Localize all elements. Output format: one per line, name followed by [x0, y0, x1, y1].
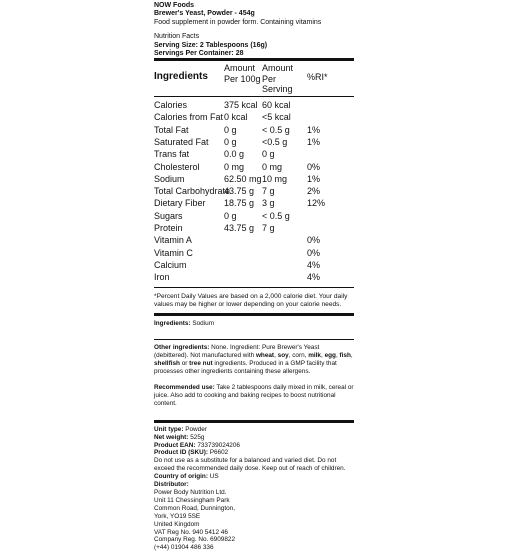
percent-ri	[307, 222, 347, 234]
origin-label: Country of origin:	[154, 473, 208, 481]
amount-per-serving: 7 g	[262, 223, 275, 234]
amount-per-serving: 7 g	[262, 186, 275, 197]
other-ingredients-part: ingredients. Produced in a GMP facility that processes other ingredients containing these allergens.	[154, 360, 337, 376]
col-per-100g: Amount Per 100g	[224, 63, 261, 84]
allergen-soy: soy	[277, 352, 289, 360]
amount-per-100g: 43.75 g	[224, 186, 255, 197]
product-sku	[154, 449, 354, 457]
serving-size: Serving Size: 2 Tablespoons (16g)	[154, 41, 268, 49]
nutrient-name: Calories from Fat	[154, 112, 224, 123]
amount-per-serving	[262, 271, 307, 283]
percent-ri: 1%	[307, 136, 321, 147]
amount-per-serving: < 0.5 g	[262, 124, 290, 135]
amount-per-serving: < 0.5 g	[262, 210, 290, 221]
allergen-egg: egg	[324, 352, 336, 360]
nutrient-name: Trans fat	[154, 149, 190, 160]
ingredients-label: Ingredients:	[154, 319, 191, 327]
net-weight	[154, 434, 354, 442]
unit-type-label: Unit type:	[154, 425, 184, 433]
table-header	[154, 61, 354, 96]
product-info-section	[154, 423, 354, 552]
allergen-tree-nut: tree nut	[189, 360, 213, 368]
col-per-serving: Amount Per Serving	[262, 63, 294, 94]
amount-per-100g: 0.0 g	[224, 149, 245, 160]
other-ingredients-part: ,	[335, 352, 340, 360]
distributor-label: Distributor:	[154, 481, 189, 489]
amount-per-100g: 62.50 mg	[224, 173, 262, 184]
allergen-fish: fish	[339, 352, 351, 360]
amount-per-100g: 18.75 g	[224, 198, 255, 209]
nutrient-name: Cholesterol	[154, 161, 200, 172]
amount-per-serving	[262, 234, 307, 246]
nutrient-row	[154, 111, 354, 123]
nutrient-name: Sodium	[154, 173, 185, 184]
percent-ri: 12%	[307, 198, 326, 209]
unit-type	[154, 426, 354, 434]
nutrient-row	[154, 247, 354, 259]
nutrient-name: Total Fat	[154, 124, 189, 135]
product-description: Food supplement in powder form. Containing vitamins	[154, 18, 322, 26]
ingredients-text: Sodium	[190, 319, 215, 327]
recommended-use	[154, 384, 354, 408]
ingredients-line	[154, 320, 354, 328]
sku-label: Product ID (SKU):	[154, 449, 208, 457]
distributor-line: Power Body Nutrition Ltd.	[154, 489, 227, 496]
nutrient-name: Saturated Fat	[154, 136, 209, 147]
percent-ri	[307, 99, 347, 111]
col-ingredients: Ingredients	[154, 71, 208, 83]
country-of-origin	[154, 473, 354, 481]
percent-ri: 4%	[307, 259, 321, 270]
ingredients-section	[154, 316, 354, 340]
other-ingredients-part: ,	[274, 352, 278, 360]
amount-per-serving	[262, 247, 307, 259]
nutrient-row	[154, 173, 354, 185]
nutrient-rows	[154, 97, 354, 283]
percent-ri: 4%	[307, 272, 321, 283]
distributor-line: York, YO19 5SE	[154, 512, 201, 520]
nutrient-row	[154, 136, 354, 148]
percent-ri: 2%	[307, 186, 321, 197]
distributor-line: Common Road, Dunnington,	[154, 504, 235, 512]
nutrient-row	[154, 161, 354, 173]
percent-ri: 0%	[307, 235, 321, 246]
amount-per-serving: 10 mg	[262, 173, 288, 184]
net-weight-label: Net weight:	[154, 433, 189, 441]
distributor-line: United Kingdom	[154, 520, 200, 528]
distributor-line: VAT Reg No. 940 5412 46	[154, 528, 228, 536]
nutrient-row	[154, 222, 354, 234]
percent-ri: 0%	[307, 161, 321, 172]
amount-per-100g	[224, 271, 262, 283]
product-name: Brewer's Yeast, Powder - 454g	[154, 10, 255, 18]
nutrient-row	[154, 124, 354, 136]
nutrient-name: Iron	[154, 272, 170, 283]
amount-per-serving	[262, 259, 307, 271]
ean-value: 733739024206	[195, 441, 240, 449]
recommended-use-text: Take 2 tablespoons daily mixed in milk, cereal or juice. Also add to cooking and baking recipes to boost nutritional content.	[154, 384, 354, 407]
other-ingredients-part: , corn,	[288, 352, 309, 360]
sku-value: P6602	[207, 449, 229, 457]
amount-per-100g: 375 kcal	[224, 100, 258, 111]
amount-per-100g: 0 g	[224, 136, 237, 147]
other-ingredients-part: or	[179, 360, 190, 368]
other-ingredients-label: Other ingredients:	[154, 344, 210, 352]
net-weight-value: 525g	[188, 433, 205, 441]
col-ri: %RI*	[307, 72, 328, 83]
amount-per-100g: 0 g	[224, 210, 237, 221]
distributor-line: Company Reg. No. 6909822	[154, 536, 236, 544]
percent-ri	[307, 148, 347, 160]
allergen-shellfish: shellfish	[154, 360, 180, 368]
nutrition-label	[154, 2, 354, 552]
nutrient-name: Protein	[154, 223, 183, 234]
amount-per-100g	[224, 234, 262, 246]
amount-per-100g: 0 kcal	[224, 112, 248, 123]
percent-ri: 1%	[307, 173, 321, 184]
allergen-wheat: wheat	[255, 352, 275, 360]
amount-per-serving: 60 kcal	[262, 100, 291, 111]
amount-per-100g: 0 mg	[224, 161, 245, 172]
daily-value-footnote: *Percent Daily Values are based on a 2,000 calorie diet. Your daily values may be higher or lower depending on your calorie needs.	[154, 292, 348, 308]
amount-per-100g: 0 g	[224, 124, 237, 135]
amount-per-100g: 43.75 g	[224, 223, 255, 234]
other-ingredients-part: ,	[350, 352, 353, 360]
nutrient-name: Calories	[154, 100, 188, 111]
distributor-line: Unit 11 Chessingham Park	[154, 496, 230, 504]
nutrient-name: Vitamin C	[154, 247, 193, 258]
nutrient-row	[154, 259, 354, 271]
nutrient-row	[154, 234, 354, 246]
servings-per-container: Servings Per Container: 28	[154, 50, 244, 58]
facts-title: Nutrition Facts	[154, 33, 200, 41]
nutrient-name: Total Carbohydrate	[154, 186, 231, 197]
amount-per-serving: <5 kcal	[262, 112, 291, 123]
other-ingredients-text	[154, 344, 354, 376]
label-header	[154, 2, 354, 58]
brand-name: NOW Foods	[154, 2, 195, 9]
recommended-use-label: Recommended use:	[154, 384, 215, 392]
other-ingredients-part: ,	[321, 352, 325, 360]
nutrient-name: Dietary Fiber	[154, 198, 206, 209]
nutrient-name: Calcium	[154, 259, 187, 270]
amount-per-100g	[224, 259, 262, 271]
product-ean	[154, 442, 354, 450]
origin-value: US	[207, 473, 219, 481]
percent-ri	[307, 210, 347, 222]
nutrient-name: Vitamin A	[154, 235, 192, 246]
percent-ri: 1%	[307, 124, 321, 135]
allergen-milk: milk	[308, 352, 321, 360]
amount-per-100g	[224, 247, 262, 259]
nutrient-row	[154, 185, 354, 197]
unit-type-value: Powder	[183, 425, 207, 433]
distributor-line: (+44) 01904 486 336	[154, 544, 214, 552]
nutrient-row	[154, 197, 354, 209]
amount-per-serving: 0 g	[262, 149, 275, 160]
usage-warning: Do not use as a substitute for a balanced and varied diet. Do not exceed the recommended daily dose. Keep out of reach of children.	[154, 457, 346, 473]
distributor-address	[154, 489, 354, 552]
amount-per-serving: 3 g	[262, 198, 275, 209]
other-ingredients-part: None. Ingredient: Pure Brewer's Yeast (debittered). Not manufactured with	[154, 344, 320, 360]
percent-ri: 0%	[307, 247, 321, 258]
ean-label: Product EAN:	[154, 441, 196, 449]
nutrient-name: Sugars	[154, 210, 183, 221]
amount-per-serving: <0.5 g	[262, 136, 288, 147]
percent-ri	[307, 111, 347, 123]
nutrient-row	[154, 271, 354, 283]
other-ingredients-section	[154, 340, 354, 419]
amount-per-serving: 0 mg	[262, 161, 283, 172]
nutrient-row	[154, 210, 354, 222]
nutrient-row	[154, 99, 354, 111]
nutrient-row	[154, 148, 354, 160]
